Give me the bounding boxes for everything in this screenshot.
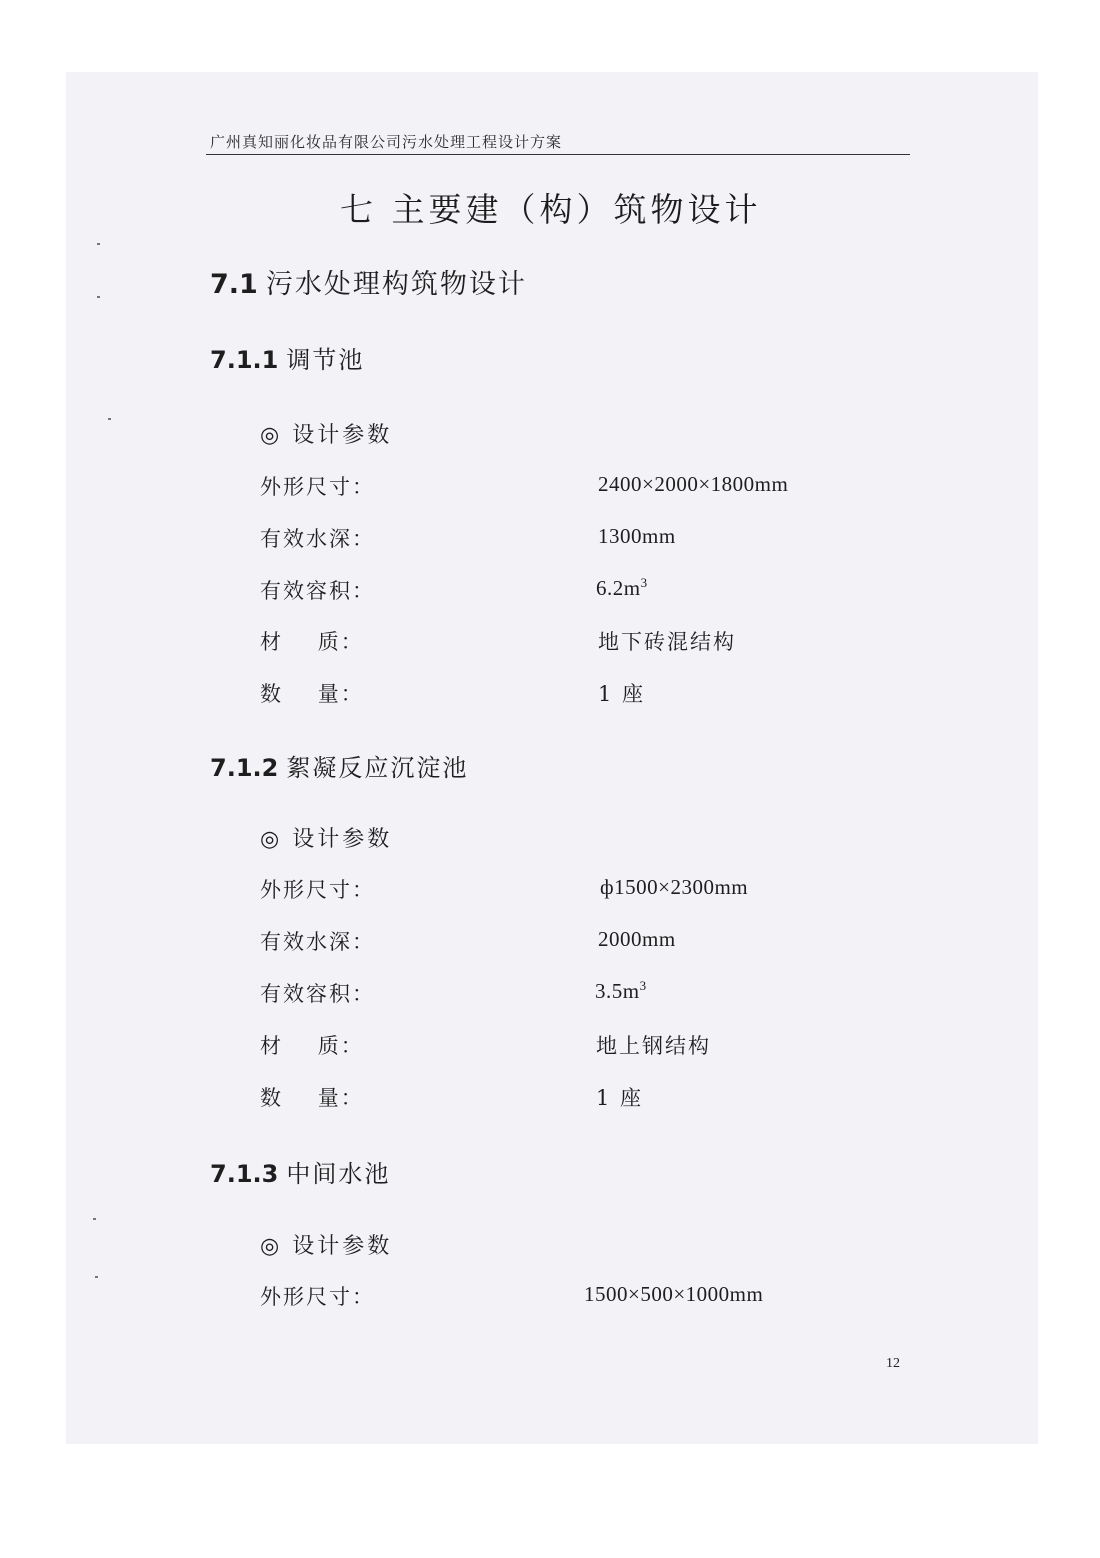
param-label: 材 质： bbox=[260, 1034, 364, 1058]
subsection-title: 中间水池 bbox=[286, 1160, 391, 1188]
subsection-number: 7.1.3 bbox=[210, 1160, 279, 1188]
volume-number: 3.5m bbox=[595, 979, 640, 1003]
param-value: 1 座 bbox=[596, 1086, 644, 1110]
param-value-volume bbox=[595, 978, 647, 1004]
param-label: 有效水深： bbox=[260, 527, 375, 551]
scan-speck bbox=[93, 1218, 96, 1220]
scan-speck bbox=[97, 296, 100, 298]
param-value: 地下砖混结构 bbox=[598, 630, 736, 654]
param-label: 外形尺寸： bbox=[260, 475, 375, 499]
subsection-title: 絮凝反应沉淀池 bbox=[286, 754, 469, 782]
param-value: 1 座 bbox=[598, 682, 646, 706]
subsection-heading bbox=[210, 748, 468, 783]
param-label: 材 质： bbox=[260, 630, 364, 654]
param-value: ф1500×2300mm bbox=[600, 875, 749, 899]
param-value: 2400×2000×1800mm bbox=[598, 472, 789, 496]
subsection-number: 7.1.2 bbox=[210, 754, 279, 782]
volume-exponent: 3 bbox=[640, 575, 648, 590]
param-label: 外形尺寸： bbox=[260, 1285, 375, 1309]
scan-speck bbox=[108, 418, 111, 420]
param-label: 数 量： bbox=[260, 1086, 364, 1110]
param-label: 外形尺寸： bbox=[260, 878, 375, 902]
param-value: 1500×500×1000mm bbox=[584, 1282, 764, 1306]
section-heading bbox=[210, 262, 527, 301]
param-label: 有效容积： bbox=[260, 579, 375, 603]
subsection-title: 调节池 bbox=[286, 346, 365, 374]
params-heading: ◎ 设计参数 bbox=[260, 423, 393, 448]
subsection-number: 7.1.1 bbox=[210, 346, 279, 374]
params-heading: ◎ 设计参数 bbox=[260, 827, 393, 852]
params-heading: ◎ 设计参数 bbox=[260, 1234, 393, 1259]
scan-speck bbox=[95, 1276, 98, 1278]
section-number: 7.1 bbox=[210, 269, 258, 300]
header-rule bbox=[206, 154, 910, 155]
subsection-heading bbox=[210, 340, 364, 375]
param-label: 有效容积： bbox=[260, 982, 375, 1006]
volume-number: 6.2m bbox=[596, 576, 641, 600]
running-header: 广州真知丽化妆品有限公司污水处理工程设计方案 bbox=[210, 133, 563, 151]
param-value: 2000mm bbox=[598, 927, 676, 951]
chapter-title: 七 主要建（构）筑物设计 bbox=[340, 190, 762, 229]
scan-speck bbox=[97, 243, 100, 245]
volume-exponent: 3 bbox=[639, 978, 647, 993]
param-value-volume bbox=[596, 575, 648, 601]
param-label: 数 量： bbox=[260, 682, 364, 706]
param-value: 地上钢结构 bbox=[596, 1034, 711, 1058]
subsection-heading bbox=[210, 1154, 390, 1189]
section-title: 污水处理构筑物设计 bbox=[265, 269, 527, 300]
param-label: 有效水深： bbox=[260, 930, 375, 954]
param-value: 1300mm bbox=[598, 524, 676, 548]
page-number: 12 bbox=[886, 1356, 900, 1371]
